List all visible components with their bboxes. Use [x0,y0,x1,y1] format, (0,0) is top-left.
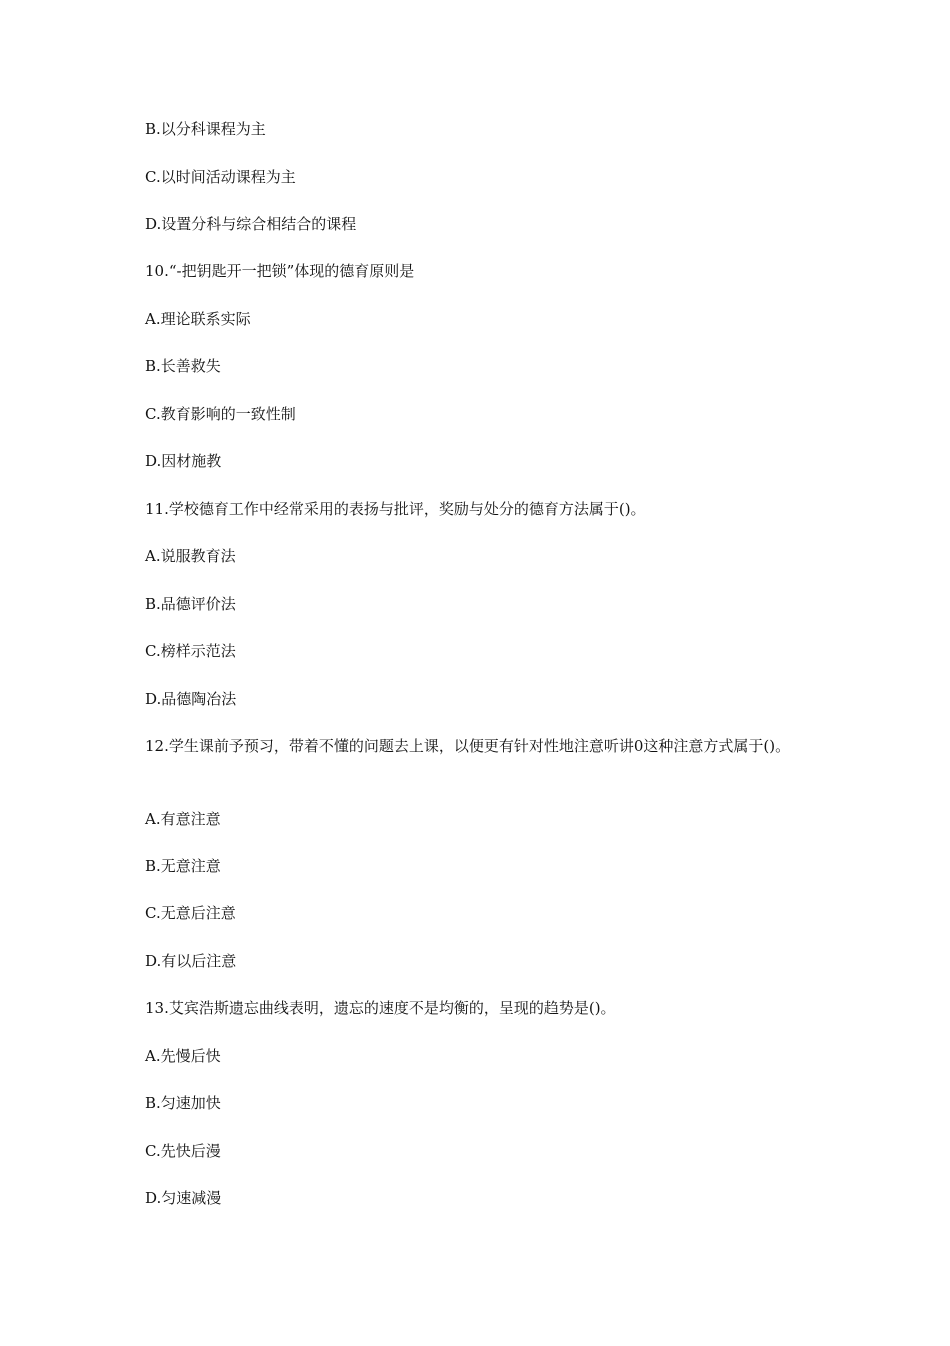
question-12: 12.学生课前予预习，带着不懂的问题去上课，以便更有针对性地注意听讲0这种注意方式属于()。 [145,737,791,755]
option-line: A.理论联系实际 [145,310,251,328]
option-line: A.说服教育法 [145,547,236,565]
option-line: D.有以后注意 [145,952,237,970]
option-line: C.无意后注意 [145,904,236,922]
option-line: B.以分科课程为主 [145,120,266,138]
option-line: C.教育影响的一致性制 [145,405,296,423]
question-11: 11.学校德育工作中经常采用的表扬与批评，奖励与处分的德育方法属于()。 [145,500,646,518]
question-13: 13.艾宾浩斯遗忘曲线表明，遗忘的速度不是均衡的，呈现的趋势是()。 [145,999,616,1017]
option-line: D.品德陶冶法 [145,690,237,708]
option-line: B.品德评价法 [145,595,236,613]
option-line: A.有意注意 [145,810,221,828]
option-line: C.以时间活动课程为主 [145,168,296,186]
option-line: B.匀速加快 [145,1094,221,1112]
option-line: C.先快后漫 [145,1142,221,1160]
option-line: D.匀速减漫 [145,1189,222,1207]
option-line: A.先慢后快 [145,1047,221,1065]
question-10: 10.“-把钥匙开一把锁”体现的德育原则是 [145,262,415,280]
option-line: D.因材施教 [145,452,222,470]
option-line: C.榜样示范法 [145,642,236,660]
option-line: D.设置分科与综合相结合的课程 [145,215,357,233]
option-line: B.长善救失 [145,357,221,375]
option-line: B.无意注意 [145,857,221,875]
